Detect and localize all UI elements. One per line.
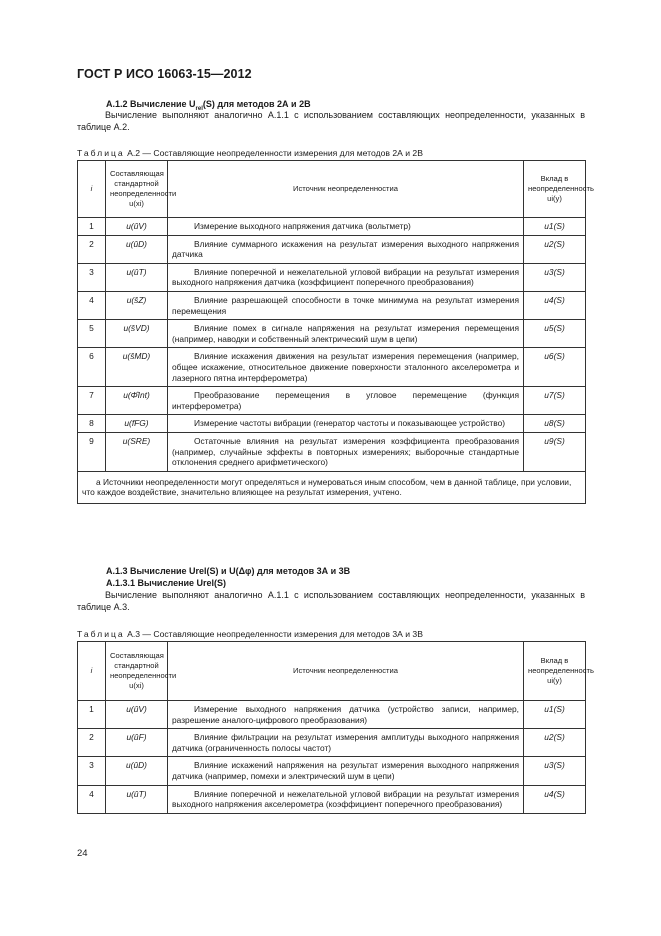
table-a2-caption: [77, 148, 423, 158]
component-symbol: u(SRE): [106, 432, 168, 471]
table-a3-caption: [77, 629, 423, 639]
source-text: Влияние разрешающей способности в точке минимума на результат измерения перемещения: [168, 291, 524, 319]
table-a2-head-component: Составляющая стандартной неопределенности u(xi): [106, 161, 168, 218]
source-text: Остаточные влияния на результат измерения коэффициента преобразования (например, случайные эффекты в повторных измерениях; выборочные стандартные отклонения среднего арифметического): [168, 432, 524, 471]
table-a3-head-component: Составляющая стандартной неопределенности u(xi): [106, 642, 168, 701]
section-a13-title: А.1.3 Вычисление Urel(S) и U(Δφ) для методов 3А и 3В: [106, 566, 351, 576]
component-symbol: u(Φ̂Int): [106, 387, 168, 415]
row-number: 7: [78, 387, 106, 415]
table-a3-head-source: Источник неопределенностиа: [168, 642, 524, 701]
contribution: u7(S): [524, 387, 586, 415]
table-a3-caption-word: Таблица: [77, 629, 125, 639]
row-number: 4: [78, 291, 106, 319]
contribution: u5(S): [524, 320, 586, 348]
contribution: u9(S): [524, 432, 586, 471]
table-a2-row: [78, 235, 586, 263]
source-text: Влияние искажений напряжения на результат измерения выходного напряжения датчика (например, помехи и электрический шум в цепи): [168, 757, 524, 785]
component-symbol: u(ûF): [106, 729, 168, 757]
table-a2-row: [78, 387, 586, 415]
table-a2-row: [78, 263, 586, 291]
row-number: 4: [78, 785, 106, 813]
contribution: u3(S): [524, 757, 586, 785]
table-a2-caption-text: А.2 — Составляющие неопределенности измерения для методов 2А и 2В: [127, 148, 423, 158]
component-symbol: u(fFG): [106, 415, 168, 433]
section-a12-title-text: А.1.2 Вычисление U: [106, 99, 196, 109]
contribution: u1(S): [524, 218, 586, 236]
row-number: 8: [78, 415, 106, 433]
table-a3-header-row: [78, 642, 586, 701]
table-a2-head-i: i: [78, 161, 106, 218]
contribution: u4(S): [524, 785, 586, 813]
table-a3-row: [78, 701, 586, 729]
table-a2-row: [78, 348, 586, 387]
component-symbol: u(ûD): [106, 235, 168, 263]
component-symbol: u(ûT): [106, 785, 168, 813]
component-symbol: u(ûD): [106, 757, 168, 785]
section-a12-text: Вычисление выполняют аналогично А.1.1 с использованием составляющих неопределенности, указанных в таблице А.2.: [77, 110, 585, 132]
component-symbol: u(ûV): [106, 701, 168, 729]
row-number: 3: [78, 757, 106, 785]
component-symbol: u(ûV): [106, 218, 168, 236]
table-a2-head-contrib: Вклад в неопределенность ui(y): [524, 161, 586, 218]
table-a2-row: [78, 320, 586, 348]
page-number: 24: [77, 848, 88, 859]
source-text: Влияние суммарного искажения на результат измерения выходного напряжения датчика: [168, 235, 524, 263]
table-a2-row: [78, 218, 586, 236]
table-a3-caption-text: А.3 — Составляющие неопределенности измерения для методов 3А и 3В: [127, 629, 423, 639]
table-a3-row: [78, 785, 586, 813]
row-number: 3: [78, 263, 106, 291]
table-a2: [77, 160, 594, 504]
table-a2-caption-word: Таблица: [77, 148, 125, 158]
table-a2-row: [78, 291, 586, 319]
table-a3-head-contrib: Вклад в неопределенность ui(y): [524, 642, 586, 701]
table-a2-row: [78, 432, 586, 471]
table-a3-head-i: i: [78, 642, 106, 701]
row-number: 5: [78, 320, 106, 348]
component-symbol: u(ŝVD): [106, 320, 168, 348]
table-a3: [77, 641, 594, 814]
table-a2-head-source: Источник неопределенностиа: [168, 161, 524, 218]
source-text: Влияние помех в сигнале напряжения на результат измерения перемещения (например, наводки и собственный электрический шум в цепи): [168, 320, 524, 348]
source-text: Влияние фильтрации на результат измерения амплитуды выходного напряжения датчика (ограниченность полосы частот): [168, 729, 524, 757]
document-header: ГОСТ Р ИСО 16063-15—2012: [77, 67, 252, 81]
section-a131-title: А.1.3.1 Вычисление Urel(S): [106, 578, 227, 588]
contribution: u4(S): [524, 291, 586, 319]
table-a3-row: [78, 729, 586, 757]
row-number: 2: [78, 729, 106, 757]
contribution: u6(S): [524, 348, 586, 387]
section-a12-title-sub: rel: [195, 105, 203, 112]
row-number: 1: [78, 701, 106, 729]
component-symbol: u(ŝMD): [106, 348, 168, 387]
contribution: u2(S): [524, 729, 586, 757]
row-number: 6: [78, 348, 106, 387]
contribution: u1(S): [524, 701, 586, 729]
component-symbol: u(ŝZ): [106, 291, 168, 319]
source-text: Измерение частоты вибрации (генератор частоты и показывающее устройство): [168, 415, 524, 433]
table-a2-row: [78, 415, 586, 433]
row-number: 2: [78, 235, 106, 263]
contribution: u2(S): [524, 235, 586, 263]
contribution: u3(S): [524, 263, 586, 291]
source-text: Влияние поперечной и нежелательной угловой вибрации на результат измерения выходного напряжения акселерометра (коэффициент поперечного преобразования): [168, 785, 524, 813]
source-text: Преобразование перемещения в угловое перемещение (функция интерферометра): [168, 387, 524, 415]
table-a2-footnote: а Источники неопределенности могут определяться и нумероваться иным способом, чем в данной таблице, при условии, что каждое воздействие, значительно влияющее на результат измерения, учтено.: [78, 471, 586, 503]
source-text: Измерение выходного напряжения датчика (устройство записи, например, разрешение аналого-цифрового преобразования): [168, 701, 524, 729]
component-symbol: u(ûT): [106, 263, 168, 291]
table-a3-row: [78, 757, 586, 785]
row-number: 1: [78, 218, 106, 236]
source-text: Влияние искажения движения на результат измерения перемещения (например, общее искажение, относительное движение поверхности эталонного акселерометра и лазерного пятна интерферометра): [168, 348, 524, 387]
table-a2-footnote-row: [78, 471, 586, 503]
source-text: Измерение выходного напряжения датчика (вольтметр): [168, 218, 524, 236]
contribution: u8(S): [524, 415, 586, 433]
section-a13-text: Вычисление выполняют аналогично А.1.1 с использованием составляющих неопределенности, указанных в таблице А.3.: [77, 590, 585, 612]
row-number: 9: [78, 432, 106, 471]
section-a12-title-rest: (S) для методов 2А и 2В: [202, 99, 311, 109]
table-a2-header-row: [78, 161, 586, 218]
source-text: Влияние поперечной и нежелательной угловой вибрации на результат измерения выходного напряжения датчика (коэффициент поперечного преобразования): [168, 263, 524, 291]
